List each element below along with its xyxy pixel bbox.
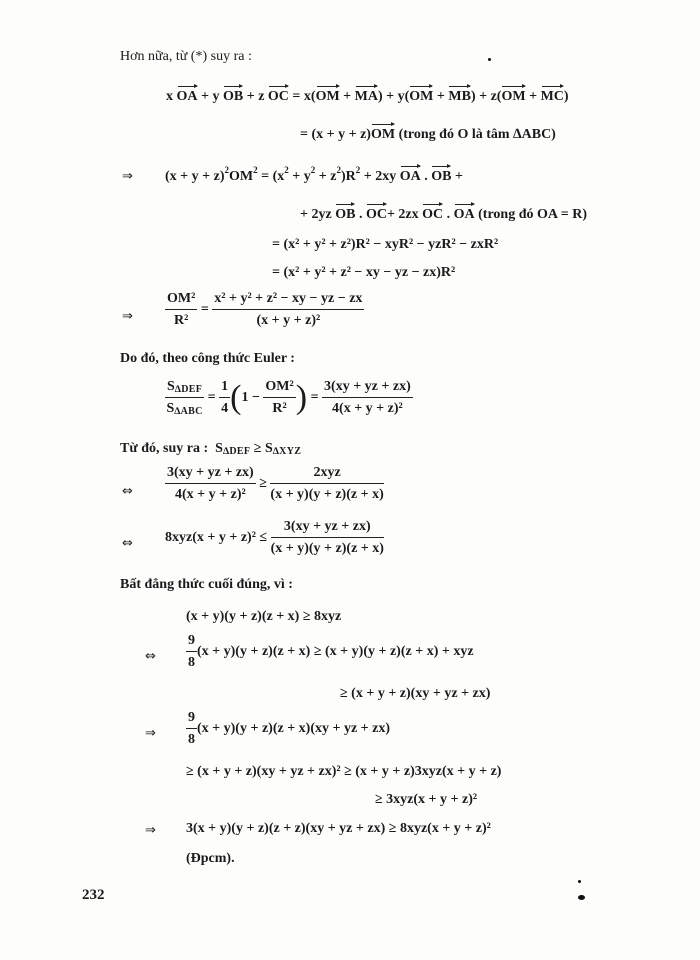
- equivalent-symbol: ⇔: [145, 649, 156, 664]
- vector-ob: OB: [335, 207, 356, 222]
- reason-line-7: 3(x + y)(y + z)(z + z)(xy + yz + zx) ≥ 8xyz(x + y + z)²: [186, 821, 491, 836]
- fraction-nine-eighths: [186, 634, 197, 670]
- vector-mc: MC: [540, 89, 564, 104]
- eq-text: x: [166, 89, 177, 104]
- eq-text: ≥: [259, 476, 267, 492]
- eq-text: (x + y + z): [165, 169, 225, 184]
- equation-dot-products: [300, 208, 587, 222]
- denominator: 8: [188, 655, 195, 670]
- eq-text: + 2yz: [300, 207, 336, 222]
- eq-text: + 2xy: [360, 169, 400, 184]
- vector-om: OM: [409, 89, 434, 104]
- implies-symbol: ⇒: [122, 169, 133, 184]
- eq-text: (x + y)(y + z)(z + x) ≥ (x + y)(y + z)(z + x) + xyz: [197, 644, 474, 659]
- scan-speck: [578, 895, 585, 900]
- equivalent-symbol: ⇔: [122, 484, 133, 499]
- eq-text: .: [443, 207, 454, 222]
- vector-oc: OC: [267, 89, 289, 104]
- eq-text: + z: [315, 169, 337, 184]
- vector-mb: MB: [448, 89, 471, 104]
- denominator: (x + y)(y + z)(z + x): [270, 487, 384, 502]
- reason-line-6: ≥ 3xyz(x + y + z)²: [375, 792, 478, 807]
- equation-vector-sum: [166, 90, 569, 104]
- paren: (: [230, 379, 242, 416]
- eq-text: S: [215, 441, 223, 456]
- fraction-rhs: [270, 466, 383, 502]
- eq-text: =: [200, 302, 209, 318]
- reason-line-2: [186, 634, 474, 670]
- eq-text: 8xyz(x + y + z)² ≤: [165, 530, 268, 545]
- fraction-lhs: [165, 466, 256, 502]
- implies-symbol: ⇒: [145, 726, 156, 741]
- fraction-quarter: [219, 380, 230, 416]
- denominator: [165, 398, 204, 416]
- eq-text: = (x: [257, 169, 285, 184]
- eq-text: =: [207, 390, 216, 406]
- equation-ratio: [165, 292, 364, 328]
- eq-text: .: [355, 207, 366, 222]
- subscript: ∆DEF: [222, 446, 251, 457]
- eq-text: +: [433, 89, 449, 104]
- eq-text: S: [167, 379, 175, 394]
- fraction-area-ratio: [165, 380, 204, 416]
- equation-factored: = (x² + y² + z² − xy − yz − zx)R²: [272, 265, 456, 280]
- fraction-om-r: [165, 292, 197, 328]
- equation-om-center: [300, 128, 556, 142]
- eq-text: +: [339, 89, 355, 104]
- eq-text: S: [264, 441, 273, 456]
- vector-oa: OA: [453, 207, 475, 222]
- eq-text: +: [525, 89, 541, 104]
- vector-oa: OA: [176, 89, 198, 104]
- intro-text: Hơn nữa, từ (*) suy ra :: [120, 49, 252, 64]
- fraction-rhs: [271, 520, 384, 556]
- page-number: 232: [82, 887, 105, 903]
- fraction-expression: [212, 292, 364, 328]
- equation-expanded: = (x² + y² + z²)R² − xyR² − yzR² − zxR²: [272, 237, 499, 252]
- implies-symbol: ⇒: [122, 309, 133, 324]
- vector-oc: OC: [422, 207, 444, 222]
- numerator: OM²: [263, 380, 295, 398]
- numerator: 2xyz: [270, 466, 383, 484]
- numerator: 3(xy + yz + zx): [271, 520, 384, 538]
- eq-text: )R: [340, 169, 356, 184]
- vector-ma: MA: [354, 89, 378, 104]
- numerator: x² + y² + z² − xy − yz − zx: [212, 292, 364, 310]
- denominator: (x + y + z)²: [256, 313, 321, 328]
- eq-text: Từ đó, suy ra :: [120, 441, 209, 456]
- subscript: ∆DEF: [174, 384, 203, 395]
- denominator: 4(x + y + z)²: [332, 401, 403, 416]
- scan-speck: [578, 880, 581, 883]
- inequality-2: [165, 520, 384, 556]
- reason-line-1: (x + y)(y + z)(z + x) ≥ 8xyz: [186, 609, 342, 624]
- reason-line-5: ≥ (x + y + z)(xy + yz + zx)² ≥ (x + y + z)3xyz(x + y + z): [186, 764, 502, 779]
- euler-intro: Do đó, theo công thức Euler :: [120, 351, 295, 366]
- fraction-result: [322, 380, 413, 416]
- eq-text: +: [451, 169, 463, 184]
- vector-oc: OC: [365, 207, 387, 222]
- deduce-line: [120, 442, 301, 456]
- denominator: 8: [188, 732, 195, 747]
- scan-speck: [488, 58, 491, 61]
- eq-text: ≥: [250, 441, 265, 456]
- vector-om: OM: [501, 89, 526, 104]
- equation-om-squared: $(x + y + z)^2OM^2 = (x^2 + y^2 + z^2)R^2 + 2xy$ OA . OB +: [165, 165, 463, 184]
- eq-text: + z: [243, 89, 268, 104]
- vector-oa: OA: [399, 169, 421, 184]
- paren: ): [295, 379, 308, 416]
- eq-text: + y: [197, 89, 223, 104]
- reason-line-3: ≥ (x + y + z)(xy + yz + zx): [340, 686, 491, 701]
- eq-text: = x(: [288, 89, 316, 104]
- eq-note: (trong đó OA = R): [474, 207, 587, 222]
- denominator: 4(x + y + z)²: [175, 487, 246, 502]
- eq-text: ): [563, 89, 569, 104]
- inequality-1: [165, 466, 384, 502]
- denominator: R²: [174, 313, 189, 328]
- denominator: (x + y)(y + z)(z + x): [270, 541, 384, 556]
- eq-text: S: [166, 401, 175, 416]
- eq-note: (trong đó O là tâm ∆ABC): [395, 127, 556, 142]
- numerator: 3(xy + yz + zx): [165, 466, 256, 484]
- vector-ob: OB: [222, 89, 244, 104]
- reason-intro: Bất đẳng thức cuối đúng, vì :: [120, 577, 293, 592]
- qed-text: (Đpcm).: [186, 851, 235, 866]
- eq-text: + y: [288, 169, 311, 184]
- eq-text: ) + y(: [377, 89, 410, 104]
- denominator: R²: [272, 401, 287, 416]
- eq-text: .: [420, 169, 432, 184]
- vector-om: OM: [315, 89, 340, 104]
- eq-text: + 2zx: [386, 207, 423, 222]
- numerator: OM²: [165, 292, 197, 310]
- eq-text: = (x + y + z): [300, 127, 371, 142]
- implies-symbol: ⇒: [145, 823, 156, 838]
- euler-formula: [165, 380, 413, 416]
- fraction-nine-eighths: [186, 711, 197, 747]
- eq-text: =: [310, 390, 319, 406]
- vector-ob: OB: [431, 169, 452, 184]
- numerator: 3(xy + yz + zx): [322, 380, 413, 398]
- numerator: 9: [186, 711, 197, 729]
- vector-om: OM: [370, 127, 396, 142]
- numerator: 1: [219, 380, 230, 398]
- numerator: 9: [186, 634, 197, 652]
- eq-text: OM: [229, 169, 254, 184]
- equivalent-symbol: ⇔: [122, 536, 133, 551]
- eq-text: 1 −: [241, 390, 260, 406]
- reason-line-4: [186, 711, 390, 747]
- numerator: [165, 380, 204, 398]
- denominator: 4: [221, 401, 229, 416]
- eq-text: (x + y)(y + z)(z + x)(xy + yz + zx): [197, 721, 391, 736]
- fraction-om-r: [263, 380, 295, 416]
- subscript: ∆ABC: [174, 406, 203, 417]
- subscript: ∆XYZ: [272, 446, 302, 457]
- eq-text: ) + z(: [470, 89, 502, 104]
